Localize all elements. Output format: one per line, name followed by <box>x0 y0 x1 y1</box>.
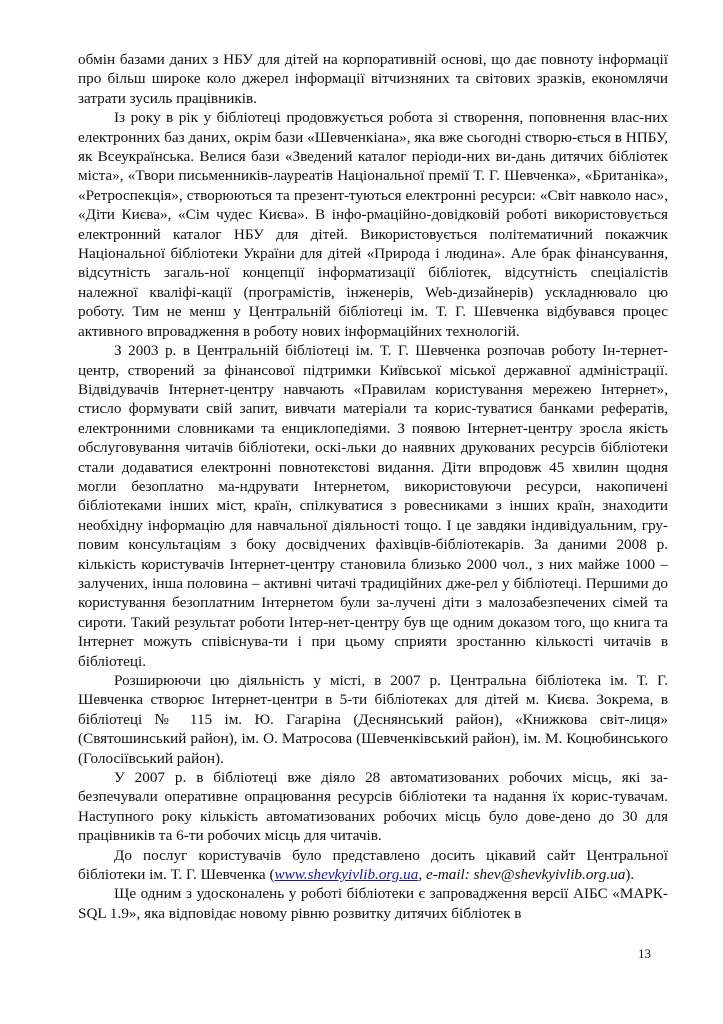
paragraph-6-text: До послуг користувачів було представлено досить цікавий сайт Центральної бібліотеки ім. Т. Г. Шевченка ( <box>78 846 668 884</box>
website-link[interactable]: www.shevkyivlib.org.ua <box>274 866 419 884</box>
paragraph-5: У 2007 р. в бібліотеці вже діяло 28 автоматизованих робочих місць, які за-безпечували оперативне опрацювання ресурсів бібліотеки та надання їх корис-тувачам. Наступного року кількість автоматизованих робочих місць було дове-дено до 30 для працівників та 6-ти робочих місць для читачів. <box>78 769 668 845</box>
paragraph-2: Із року в рік у бібліотеці продовжується робота зі створення, поповнення влас-них електронних баз даних, окрім бази «Шевченкіана», яка вже сьогодні створю-ється в НПБУ, як Всеукраїнська. Велися бази «Зведений каталог періоди-них ви-дань дитячих бібліотек міста», «Твори письменників-лауреатів Національної премії Т. Г. Шевченка», «Британіка», «Ретроспекція», створюються та презент-туються електронні ресурси: «Світ навколо нас», «Діти Києва», «Сім чудес Києва». В інфо-рмаційно-довідковій роботі використовується електронний каталог НБУ для дітей. Використовується політематичний покажчик Національної бібліотеки України для дітей «Природа і людина». Але брак фінансування, відсутність загаль-ної концепції інформатизації бібліотек, відсутність спеціалістів належної кваліфі-кації (програмістів, інженерів, Web-дизайнерів) ускладнювало цю роботу. Тим не менш у Центральній бібліотеці ім. Т. Г. Шевченка відбувався процес активного впровадження в роботу нових інформаційних технологій. <box>78 109 668 340</box>
paragraph-6-end: ). <box>625 866 635 884</box>
paragraph-6 <box>78 846 668 885</box>
paragraph-4: Розширюючи цю діяльність у місті, в 2007 р. Центральна бібліотека ім. Т. Г. Шевченка створює Інтернет-центри в 5-ти бібліотеках для дітей м. Києва. Зокрема, в бібліотеці № 115 ім. Ю. Гагаріна (Деснянський район), «Книжкова світ-лиця» (Святошинський район), ім. О. Матросова (Шевченківський район), ім. М. Коцюбинського (Голосіївський район). <box>78 672 668 767</box>
paragraph-7: Ще одним з удосконалень у роботі бібліотеки є запровадження версії АІБС «МАРК-SQL 1.9», яка відповідає новому рівню розвитку дитячих бібліотек в <box>78 885 668 922</box>
paragraph-3: З 2003 р. в Центральній бібліотеці ім. Т. Г. Шевченка розпочав роботу Ін-тернет-центр, створений за фінансової підтримки Київської міської державної адміністрації. Відвідувачів Інтернет-центру навчають «Правилам користування мережею Інтернет», стисло формувати свій запит, вивчати матеріали та корис-туватися банками рефератів, електронними словниками та енциклопедіями. З появою Інтернет-центру зросла якість обслуговування читачів бібліотеки, оскі-льки до наявних друкованих ресурсів бібліотеки стали додаватися електронні повнотекстові видання. Діти впродовж 45 хвилин щодня могли безоплатно ма-ндрувати Інтернетом, використовуючи ресурси, накопичені бібліотеками інших міст, країн, спілкуватися з ровесниками з інших країн, знаходити необхідну інформацію для навчальної діяльності тощо. І це завдяки індивідуальним, гру-повим консультаціям з боку досвідчених фахівців-бібліотекарів. За даними 2008 р. кількість користувачів Інтернет-центру становила близько 2000 чол., з них майже 1000 – залучених, інша половина – активні читачі традиційних дже-рел у бібліотеці. Першими до користування безоплатним Інтернетом були за-лучені діти з малозабезпечених сімей та сироти. Такий результат роботи Інтер-нет-центру був ще одним доказом того, що книга та Інтернет можуть співіснува-ти і при цьому сприяти зростанню кількості читачів в бібліотеці. <box>78 342 668 670</box>
email-text: , e-mail: shev@shevkyivlib.org.ua <box>418 866 626 884</box>
page-number: 13 <box>638 946 651 961</box>
document-page <box>78 50 668 923</box>
paragraph-1: обмін базами даних з НБУ для дітей на корпоративній основі, що дає повноту інформації про більш широке коло джерел інформації вітчизняних та світових зразків, економлячи затрати зусиль працівників. <box>78 51 668 107</box>
